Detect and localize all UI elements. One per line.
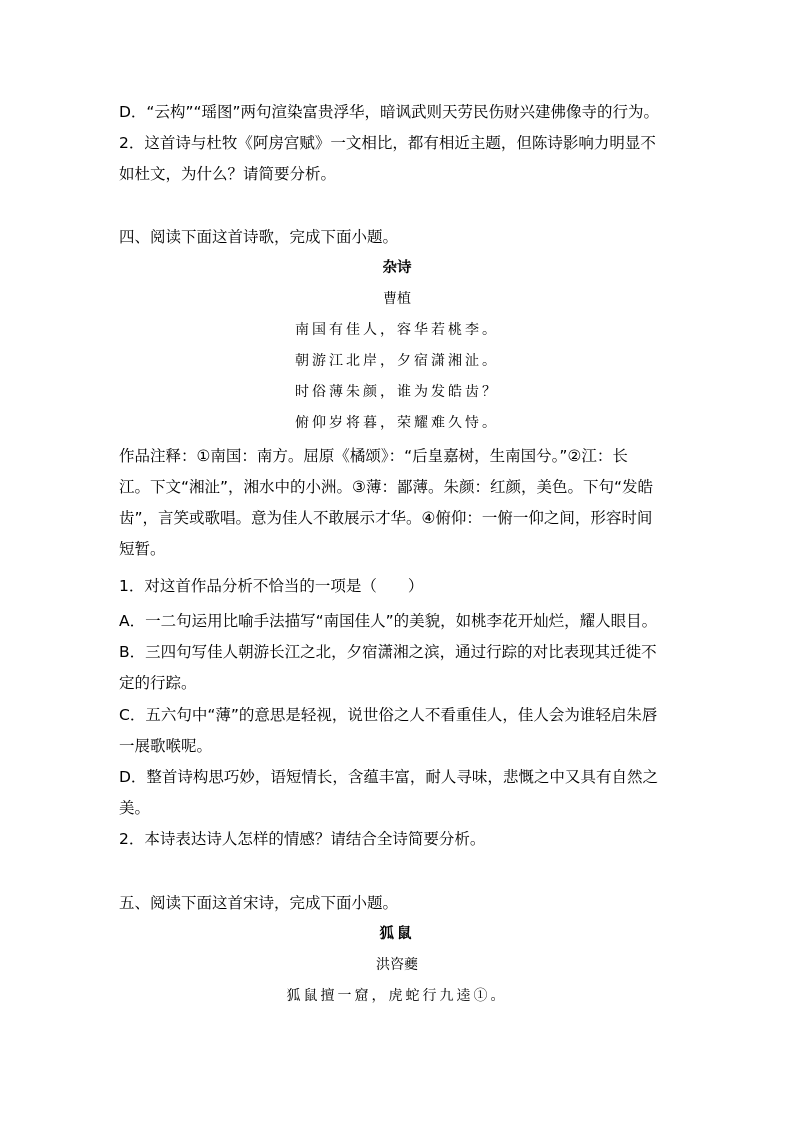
section-4-heading: 四、阅读下面这首诗歌，完成下面小题。 (119, 228, 399, 246)
option-a: A．一二句运用比喻手法描写“南国佳人”的美貌，如桃李花开灿烂，耀人眼目。 (119, 612, 658, 630)
notes-line: 短暂。 (119, 540, 166, 558)
question-1: 1．对这首作品分析不恰当的一项是（ ） (119, 577, 424, 595)
poem-author: 曹植 (383, 291, 411, 307)
option-d-line-1: D．整首诗构思巧妙，语短情长，含蕴丰富，耐人寻味，悲慨之中又具有自然之 (119, 768, 658, 786)
notes-line: 作品注释：①南国：南方。屈原《橘颂》：“后皇嘉树，生南国兮。”②江：长 (119, 447, 628, 465)
notes-line: 江。下文“湘沚”，湘水中的小洲。③薄：鄙薄。朱颜：红颜，美色。下句“发皓 (119, 478, 653, 496)
poem-line: 狐鼠擅一窟，虎蛇行九逵①。 (286, 988, 508, 1004)
notes-line: 齿”，言笑或歌唱。意为佳人不敢展示才华。④俯仰：一俯一仰之间，形容时间 (119, 509, 653, 527)
question-2-line-1: 2．这首诗与杜牧《阿房宫赋》一文相比，都有相近主题，但陈诗影响力明显不 (119, 134, 656, 152)
option-c-line-1: C．五六句中“薄”的意思是轻视，说世俗之人不看重佳人，佳人会为谁轻启朱唇 (119, 706, 658, 724)
question-2: 2．本诗表达诗人怎样的情感？请结合全诗简要分析。 (119, 830, 486, 848)
option-b-line-2: 定的行踪。 (119, 674, 197, 692)
section-5-heading: 五、阅读下面这首宋诗，完成下面小题。 (119, 894, 399, 912)
poem-author: 洪咨夔 (376, 957, 418, 973)
poem-line: 南国有佳人，容华若桃李。 (295, 322, 499, 338)
question-2-line-2: 如杜文，为什么？请简要分析。 (119, 165, 337, 183)
option-d-previous: D．“云构”“瑶图”两句渲染富贵浮华，暗讽武则天劳民伤财兴建佛像寺的行为。 (119, 103, 660, 121)
option-b-line-1: B．三四句写佳人朝游长江之北，夕宿潇湘之滨，通过行踪的对比表现其迁徙不 (119, 643, 657, 661)
option-d-line-2: 美。 (119, 799, 151, 817)
poem-title: 杂诗 (382, 259, 412, 276)
poem-line: 俯仰岁将暮，荣耀难久恃。 (295, 415, 499, 431)
option-c-line-2: 一展歌喉呢。 (119, 737, 213, 755)
poem-line: 朝游江北岸，夕宿潇湘沚。 (295, 353, 499, 369)
poem-line: 时俗薄朱颜，谁为发皓齿？ (295, 384, 499, 400)
poem-title: 狐鼠 (379, 925, 415, 942)
